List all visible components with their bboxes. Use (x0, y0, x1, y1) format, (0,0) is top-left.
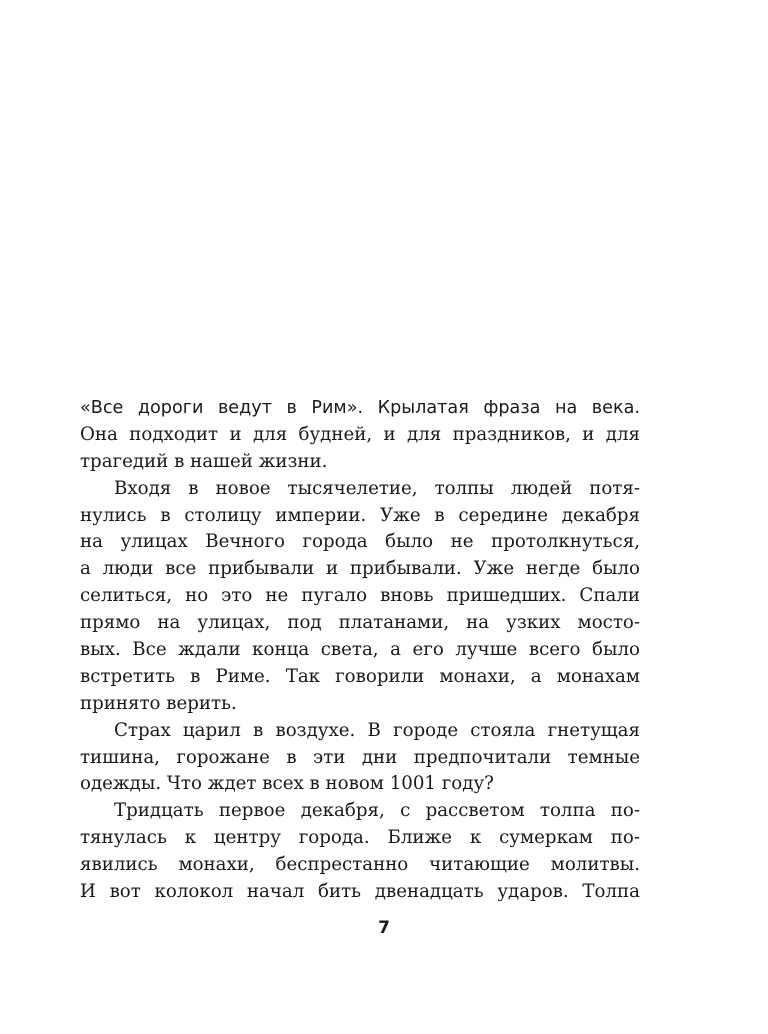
text-line: Страх царил в воздухе. В городе стояла гнетущая (114, 719, 640, 741)
text-line: вых. Все ждали конца света, а его лучше всего было (80, 639, 640, 661)
text-line: Входя в новое тысячелетие, толпы людей потя- (114, 477, 640, 499)
text-line: Она подходит и для будней, и для праздников, и для (80, 423, 640, 445)
text-line: Тридцать первое декабря, с рассветом толпа по- (114, 800, 640, 822)
text-line: на улицах Вечного города было не протолкнуться, (80, 531, 640, 553)
text-line: встретить в Риме. Так говорили монахи, а монахам (80, 665, 640, 687)
text-line: И вот колокол начал бить двенадцать ударов. Толпа (80, 881, 640, 903)
text-line: явились монахи, беспрестанно читающие молитвы. (80, 854, 640, 876)
text-line: одежды. Что ждет всех в новом 1001 году? (80, 773, 494, 795)
text-line: а люди все прибывали и прибывали. Уже негде было (80, 558, 640, 580)
page-number: 7 (378, 918, 390, 938)
text-line: принято верить. (80, 692, 237, 714)
text-line: трагедий в нашей жизни. (80, 450, 328, 472)
text-line: прямо на улицах, под платанами, на узких мосто- (80, 612, 640, 634)
text-line: тишина, горожане в эти дни предпочитали темные (80, 746, 640, 768)
body-text (80, 395, 640, 906)
text-line: селиться, но это не пугало вновь пришедших. Спали (80, 585, 640, 607)
text-line: «Все дороги ведут в Рим». Крылатая фраза на века. (80, 398, 640, 418)
text-line: нулись в столицу империи. Уже в середине декабря (80, 504, 640, 526)
text-line: тянулась к центру города. Ближе к сумеркам по- (80, 827, 640, 849)
